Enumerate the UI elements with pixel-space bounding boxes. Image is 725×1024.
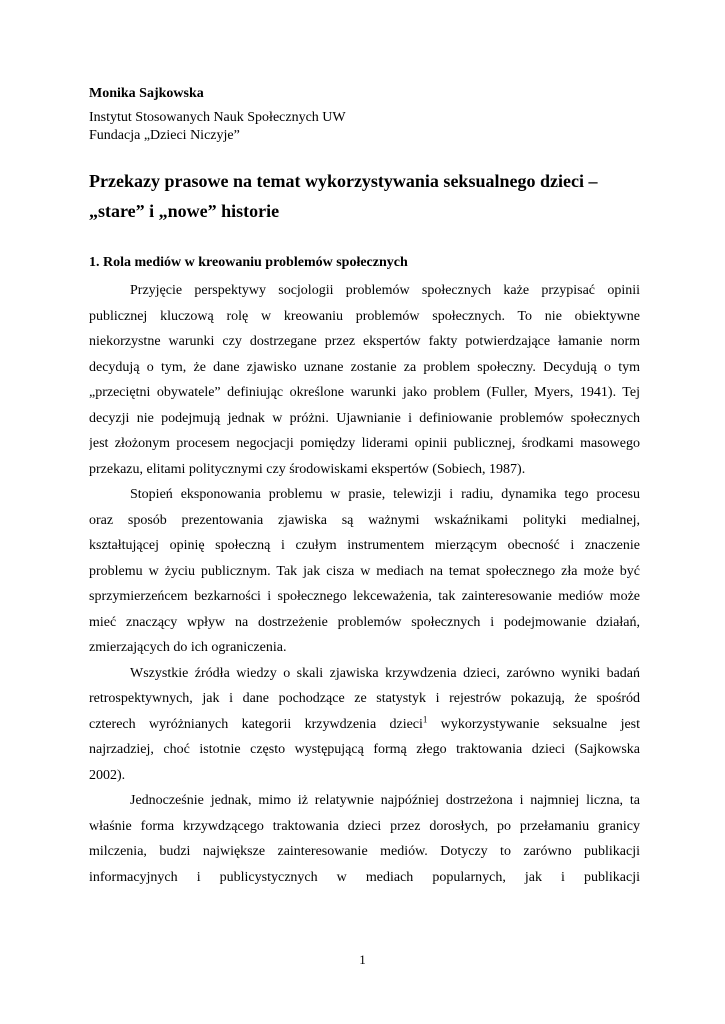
page-number: 1 [359,952,366,967]
affiliation-institute: Instytut Stosowanych Nauk Społecznych UW [89,110,346,125]
body-line: retrospektywnych, jak i dane pochodzące ze statystyk i rejestrów pokazują, że spośród [89,691,640,706]
body-line: „przeciętni obywatele” definiując określone warunki jako problem (Fuller, Myers, 1941). Tej [89,385,640,400]
body-line: Stopień eksponowania problemu w prasie, telewizji i radiu, dynamika tego procesu [130,487,640,502]
body-line: informacyjnych i publicystycznych w mediach popularnych, jak i publikacji [89,869,640,885]
body-line-with-footnote [89,712,640,738]
body-text [89,278,640,890]
author-name: Monika Sajkowska [89,86,204,101]
affiliation-foundation: Fundacja „Dzieci Niczyje” [89,128,240,143]
body-line: mieć znaczący wpływ na dostrzeżenie problemów społecznych i podejmowanie działań, [89,614,640,630]
body-line: problemu w życiu publicznym. Tak jak cisza w mediach na temat społecznego zła może być [89,563,640,579]
body-line: Przyjęcie perspektywy socjologii problemów społecznych każe przypisać opinii [130,283,640,298]
body-line: najrzadziej, choć istotnie często występującą formą złego traktowania dzieci (Sajkowska [89,742,640,757]
footnote-reference[interactable]: 1 [422,713,428,724]
body-line: publicznej kluczową rolę w kreowaniu problemów społecznych. To nie obiektywne [89,308,640,324]
body-line: 2002). [89,767,126,783]
body-line: przekazu, elitami politycznymi czy środowiskami ekspertów (Sobiech, 1987). [89,461,526,477]
body-text-span: czterech wyróżnianych kategorii krzywdzenia dzieci [89,716,423,732]
body-line: oraz sposób prezentowania zjawiska są ważnymi wskaźnikami polityki medialnej, [89,512,640,528]
body-line: decydują o tym, że dane zjawisko uznane zostanie za problem społeczny. Decydują o tym [89,359,640,375]
body-line: jest złożonym procesem negocjacji pomiędzy liderami opinii publicznej, środkami masowego [89,436,640,451]
body-text-span: wykorzystywanie seksualne jest [427,716,640,732]
body-line: milczenia, budzi największe zainteresowanie mediów. Dotyczy to zarówno publikacji [89,844,640,859]
section-heading: 1. Rola mediów w kreowaniu problemów społecznych [89,255,408,270]
body-line: właśnie forma krzywdzącego traktowania dzieci przez dorosłych, po przełamaniu granicy [89,818,640,834]
body-line: Wszystkie źródła wiedzy o skali zjawiska krzywdzenia dzieci, zarówno wyniki badań [130,665,640,681]
body-line: kształtującej opinię społeczną i czułym instrumentem mierzącym obecność i znaczenie [89,538,640,553]
title-line-1: Przekazy prasowe na temat wykorzystywania seksualnego dzieci – [89,171,598,191]
body-line: niekorzystne warunki czy dostrzegane przez ekspertów fakty potwierdzające łamanie norm [89,334,640,349]
body-line: Jednocześnie jednak, mimo iż relatywnie najpóźniej dostrzeżona i najmniej liczna, ta [130,793,640,808]
title-line-2: „stare” i „nowe” historie [89,201,280,221]
body-line: zmierzających do ich ograniczenia. [89,640,287,655]
body-line: decyzji nie podejmują jednak w próżni. Ujawnianie i definiowanie problemów społecznych [89,410,640,426]
body-line: sprzymierzeńcem bezkarności i społecznego lekceważenia, tak zainteresowanie mediów może [89,589,640,604]
